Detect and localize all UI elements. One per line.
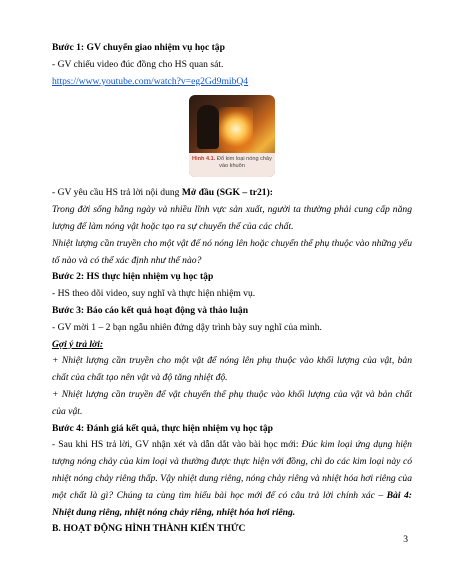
task-intro: - GV yêu cầu HS trả lời nội dung Mở đầu (SGK – tr21): xyxy=(52,187,273,199)
step3-heading: Bước 3: Báo cáo kết quả hoạt động và thảo luận xyxy=(52,304,249,316)
task-question-1: Trong đời sống hằng ngày và nhiều lĩnh vực sản xuất, người ta thường phải cung cấp năng lượng để làm nóng vật hoặc tạo ra sự chuyển thể của các chất. xyxy=(52,204,412,232)
molten-metal-image xyxy=(189,95,275,177)
document-page xyxy=(52,40,412,538)
hint-1: + Nhiệt lượng cần truyền cho một vật để nóng lên phụ thuộc vào khối lượng của vật, bản chất của chất tạo nên vật và độ tăng nhiệt độ. xyxy=(52,355,412,384)
video-link[interactable]: https://www.youtube.com/watch?v=eg2Gd9mibQ4 xyxy=(52,75,249,87)
hint-title: Gợi ý trả lời: xyxy=(52,338,104,350)
step1-heading: Bước 1: GV chuyển giao nhiệm vụ học tập xyxy=(52,42,225,53)
step4-paragraph: - Sau khi HS trả lời, GV nhận xét và dẫn dắt vào bài học mới: Đúc kim loại ứng dụng hiện tượng nóng chảy của kim loại và thường được thực hiện với đồng, chì do các kim loại này có nhiệt nóng chảy riêng thấp. Vậy nhiệt dung riêng, nóng chảy riêng và nhiệt hóa hơi riêng của một chất là gì? Chúng ta cùng tìm hiểu bài học mới để có câu trả lời chính xác – Bài 4: Nhiệt dung riêng, nhiệt nóng chảy riêng, nhiệt hóa hơi riêng. xyxy=(52,439,412,518)
task-question-2: Nhiệt lượng cần truyền cho một vật để nó nóng lên hoặc chuyển thể phụ thuộc vào những yếu tố nào và có thể xác định như thế nào? xyxy=(52,237,412,266)
hint-2: + Nhiệt lượng cần truyền để vật chuyển thể phụ thuộc vào khối lượng của vật và bản chất của vật. xyxy=(52,388,412,417)
step4-heading: Bước 4: Đánh giá kết quả, thực hiện nhiệm vụ học tập xyxy=(52,422,273,434)
figure xyxy=(52,95,412,177)
step3-line: - GV mời 1 – 2 bạn ngẫu nhiên đứng dậy trình bày suy nghĩ của mình. xyxy=(52,321,322,333)
page-number: 3 xyxy=(403,534,408,545)
figure-caption: Hình 4.1. Đổ kim loại nóng chảy vào khuôn xyxy=(189,153,275,177)
section-b-heading: B. HOẠT ĐỘNG HÌNH THÀNH KIẾN THỨC xyxy=(52,523,246,535)
step2-line: - HS theo dõi video, suy nghĩ và thực hiện nhiệm vụ. xyxy=(52,288,256,300)
step1-line: - GV chiếu video đúc đồng cho HS quan sát. xyxy=(52,58,224,70)
step2-heading: Bước 2: HS thực hiện nhiệm vụ học tập xyxy=(52,271,214,283)
